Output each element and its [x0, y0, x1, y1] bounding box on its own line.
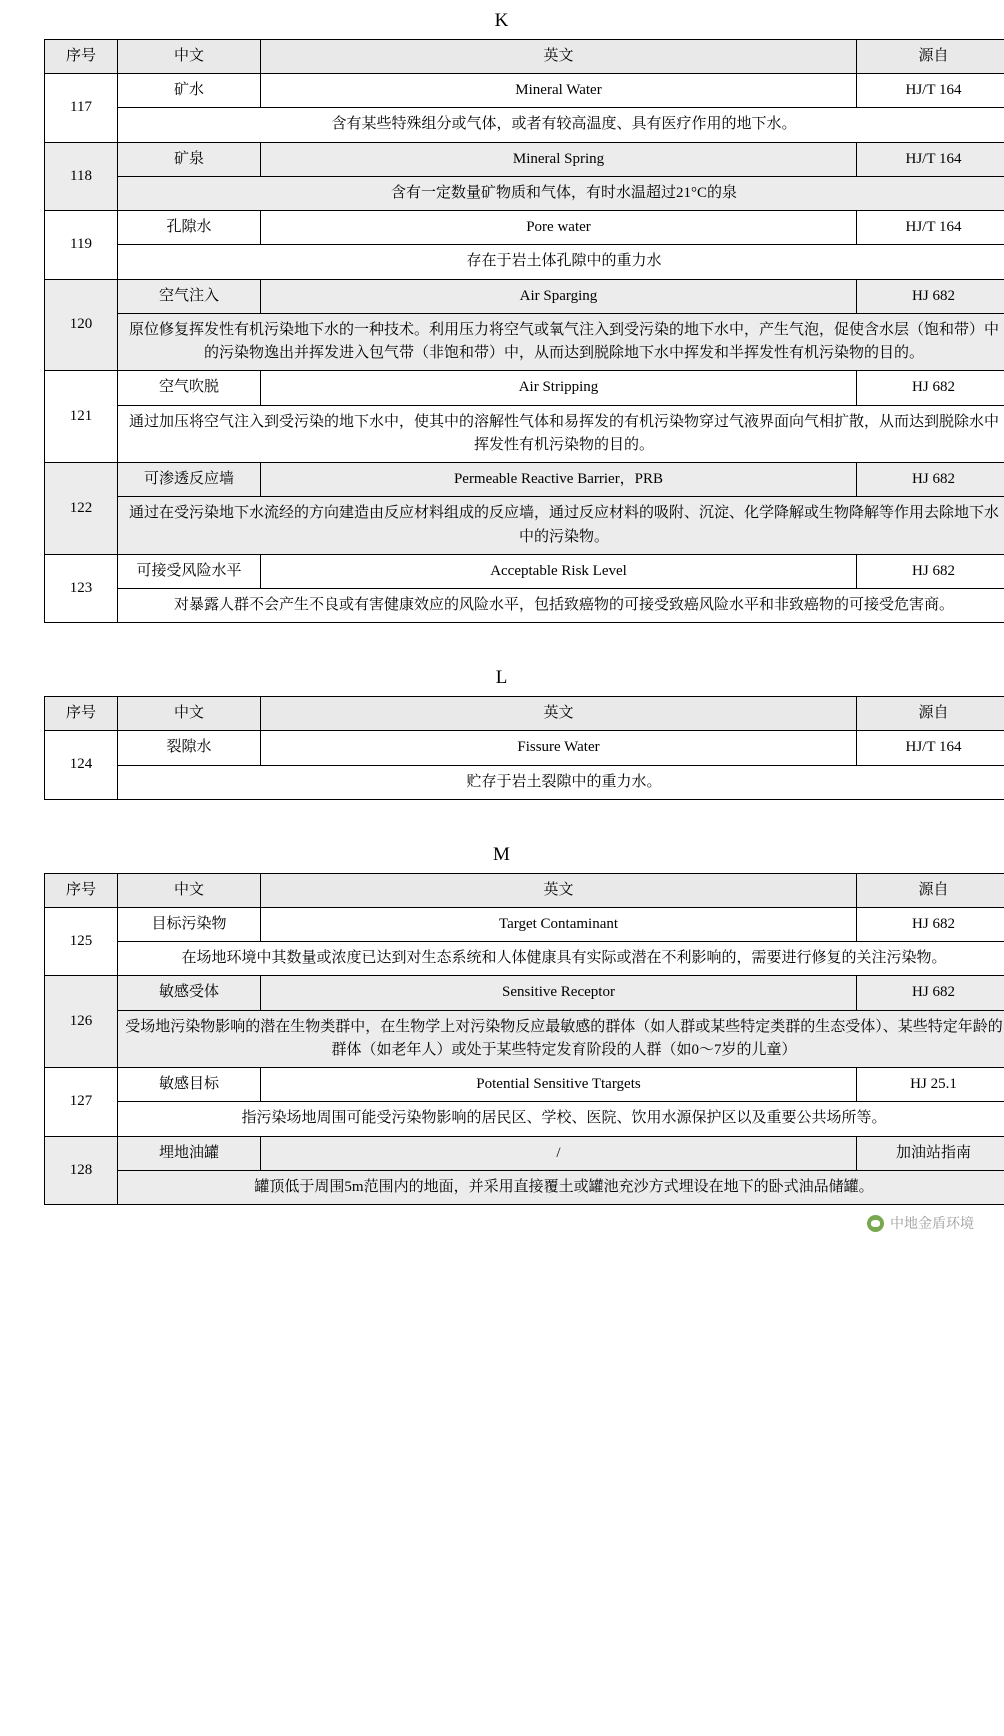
term-source: HJ/T 164: [857, 211, 1004, 245]
column-header: 英文: [261, 873, 857, 907]
term-chinese: 空气注入: [118, 279, 261, 313]
term-chinese: 可渗透反应墙: [118, 463, 261, 497]
term-definition: 贮存于岩土裂隙中的重力水。: [118, 765, 1004, 799]
table-header-row: [45, 39, 1004, 73]
term-chinese: 矿水: [118, 74, 261, 108]
table-row: [45, 554, 1004, 588]
term-chinese: 矿泉: [118, 142, 261, 176]
table-row-description: [45, 176, 1004, 210]
term-english: Mineral Spring: [261, 142, 857, 176]
table-row-description: [45, 313, 1004, 371]
document-page: [0, 10, 1004, 1205]
glossary-table: [44, 873, 1004, 1206]
table-row: [45, 907, 1004, 941]
column-header: 源自: [857, 873, 1004, 907]
term-source: HJ/T 164: [857, 74, 1004, 108]
term-source: HJ 682: [857, 554, 1004, 588]
term-chinese: 裂隙水: [118, 731, 261, 765]
table-row: [45, 463, 1004, 497]
term-chinese: 可接受风险水平: [118, 554, 261, 588]
term-english: Pore water: [261, 211, 857, 245]
term-definition: 罐顶低于周围5m范围内的地面，并采用直接覆土或罐池充沙方式埋设在地下的卧式油品储罐。: [118, 1170, 1004, 1204]
table-header-row: [45, 697, 1004, 731]
section-title: L: [44, 667, 960, 690]
term-source: HJ 682: [857, 463, 1004, 497]
wechat-account-label: 中地金盾环境: [890, 1213, 974, 1233]
term-english: /: [261, 1136, 857, 1170]
term-source: HJ 682: [857, 907, 1004, 941]
table-row-description: [45, 1102, 1004, 1136]
table-row: [45, 142, 1004, 176]
term-english: Fissure Water: [261, 731, 857, 765]
section-title: M: [44, 844, 960, 867]
entry-number: 123: [45, 554, 118, 623]
table-row-description: [45, 942, 1004, 976]
table-row: [45, 976, 1004, 1010]
entry-number: 118: [45, 142, 118, 211]
term-english: Air Stripping: [261, 371, 857, 405]
table-row-description: [45, 765, 1004, 799]
wechat-icon: [867, 1215, 884, 1232]
term-source: HJ 682: [857, 371, 1004, 405]
entry-number: 127: [45, 1068, 118, 1137]
table-row-description: [45, 1170, 1004, 1204]
term-english: Potential Sensitive Ttargets: [261, 1068, 857, 1102]
term-chinese: 空气吹脱: [118, 371, 261, 405]
term-definition: 在场地环境中其数量或浓度已达到对生态系统和人体健康具有实际或潜在不利影响的，需要进行修复的关注污染物。: [118, 942, 1004, 976]
table-row-description: [45, 589, 1004, 623]
term-english: Acceptable Risk Level: [261, 554, 857, 588]
term-english: Target Contaminant: [261, 907, 857, 941]
table-header-row: [45, 873, 1004, 907]
table-row: [45, 371, 1004, 405]
column-header: 源自: [857, 39, 1004, 73]
term-definition: 受场地污染物影响的潜在生物类群中，在生物学上对污染物反应最敏感的群体（如人群或某些特定类群的生态受体）、某些特定年龄的群体（如老年人）或处于某些特定发育阶段的人群（如0～7岁的儿童）: [118, 1010, 1004, 1068]
term-chinese: 孔隙水: [118, 211, 261, 245]
table-row: [45, 1136, 1004, 1170]
entry-number: 122: [45, 463, 118, 555]
term-definition: 含有某些特殊组分或气体，或者有较高温度、具有医疗作用的地下水。: [118, 108, 1004, 142]
term-definition: 原位修复挥发性有机污染地下水的一种技术。利用压力将空气或氧气注入到受污染的地下水中，产生气泡，促使含水层（饱和带）中的污染物逸出并挥发进入包气带（非饱和带）中，从而达到脱除地下水中挥发和半挥发性有机污染物的目的。: [118, 313, 1004, 371]
table-row: [45, 74, 1004, 108]
entry-number: 128: [45, 1136, 118, 1205]
table-row: [45, 731, 1004, 765]
table-row-description: [45, 108, 1004, 142]
entry-number: 124: [45, 731, 118, 800]
term-definition: 含有一定数量矿物质和气体，有时水温超过21°C的泉: [118, 176, 1004, 210]
term-english: Sensitive Receptor: [261, 976, 857, 1010]
table-row-description: [45, 245, 1004, 279]
section-spacer: [44, 800, 960, 834]
table-row-description: [45, 405, 1004, 463]
table-row: [45, 211, 1004, 245]
entry-number: 126: [45, 976, 118, 1068]
column-header: 序号: [45, 873, 118, 907]
entry-number: 120: [45, 279, 118, 371]
term-source: HJ 25.1: [857, 1068, 1004, 1102]
term-chinese: 埋地油罐: [118, 1136, 261, 1170]
term-chinese: 敏感受体: [118, 976, 261, 1010]
table-row-description: [45, 1010, 1004, 1068]
term-english: Mineral Water: [261, 74, 857, 108]
term-definition: 对暴露人群不会产生不良或有害健康效应的风险水平，包括致癌物的可接受致癌风险水平和非致癌物的可接受危害商。: [118, 589, 1004, 623]
term-source: HJ 682: [857, 279, 1004, 313]
section-spacer: [44, 623, 960, 657]
entry-number: 117: [45, 74, 118, 143]
term-source: HJ 682: [857, 976, 1004, 1010]
column-header: 序号: [45, 39, 118, 73]
term-english: Permeable Reactive Barrier，PRB: [261, 463, 857, 497]
term-source: 加油站指南: [857, 1136, 1004, 1170]
page-footer: [0, 1205, 1004, 1251]
column-header: 中文: [118, 39, 261, 73]
term-definition: 通过加压将空气注入到受污染的地下水中，使其中的溶解性气体和易挥发的有机污染物穿过气液界面向气相扩散，从而达到脱除水中挥发性有机污染物的目的。: [118, 405, 1004, 463]
term-source: HJ/T 164: [857, 142, 1004, 176]
term-definition: 指污染场地周围可能受污染物影响的居民区、学校、医院、饮用水源保护区以及重要公共场所等。: [118, 1102, 1004, 1136]
term-chinese: 敏感目标: [118, 1068, 261, 1102]
term-english: Air Sparging: [261, 279, 857, 313]
column-header: 中文: [118, 873, 261, 907]
column-header: 序号: [45, 697, 118, 731]
term-source: HJ/T 164: [857, 731, 1004, 765]
table-row: [45, 279, 1004, 313]
table-row-description: [45, 497, 1004, 555]
column-header: 英文: [261, 39, 857, 73]
term-definition: 存在于岩土体孔隙中的重力水: [118, 245, 1004, 279]
entry-number: 125: [45, 907, 118, 976]
table-row: [45, 1068, 1004, 1102]
column-header: 源自: [857, 697, 1004, 731]
column-header: 中文: [118, 697, 261, 731]
section-title: K: [44, 10, 960, 33]
glossary-table: [44, 39, 1004, 624]
entry-number: 119: [45, 211, 118, 280]
term-definition: 通过在受污染地下水流经的方向建造由反应材料组成的反应墙，通过反应材料的吸附、沉淀、化学降解或生物降解等作用去除地下水中的污染物。: [118, 497, 1004, 555]
wechat-account: [867, 1213, 974, 1233]
term-chinese: 目标污染物: [118, 907, 261, 941]
glossary-table: [44, 696, 1004, 800]
entry-number: 121: [45, 371, 118, 463]
column-header: 英文: [261, 697, 857, 731]
